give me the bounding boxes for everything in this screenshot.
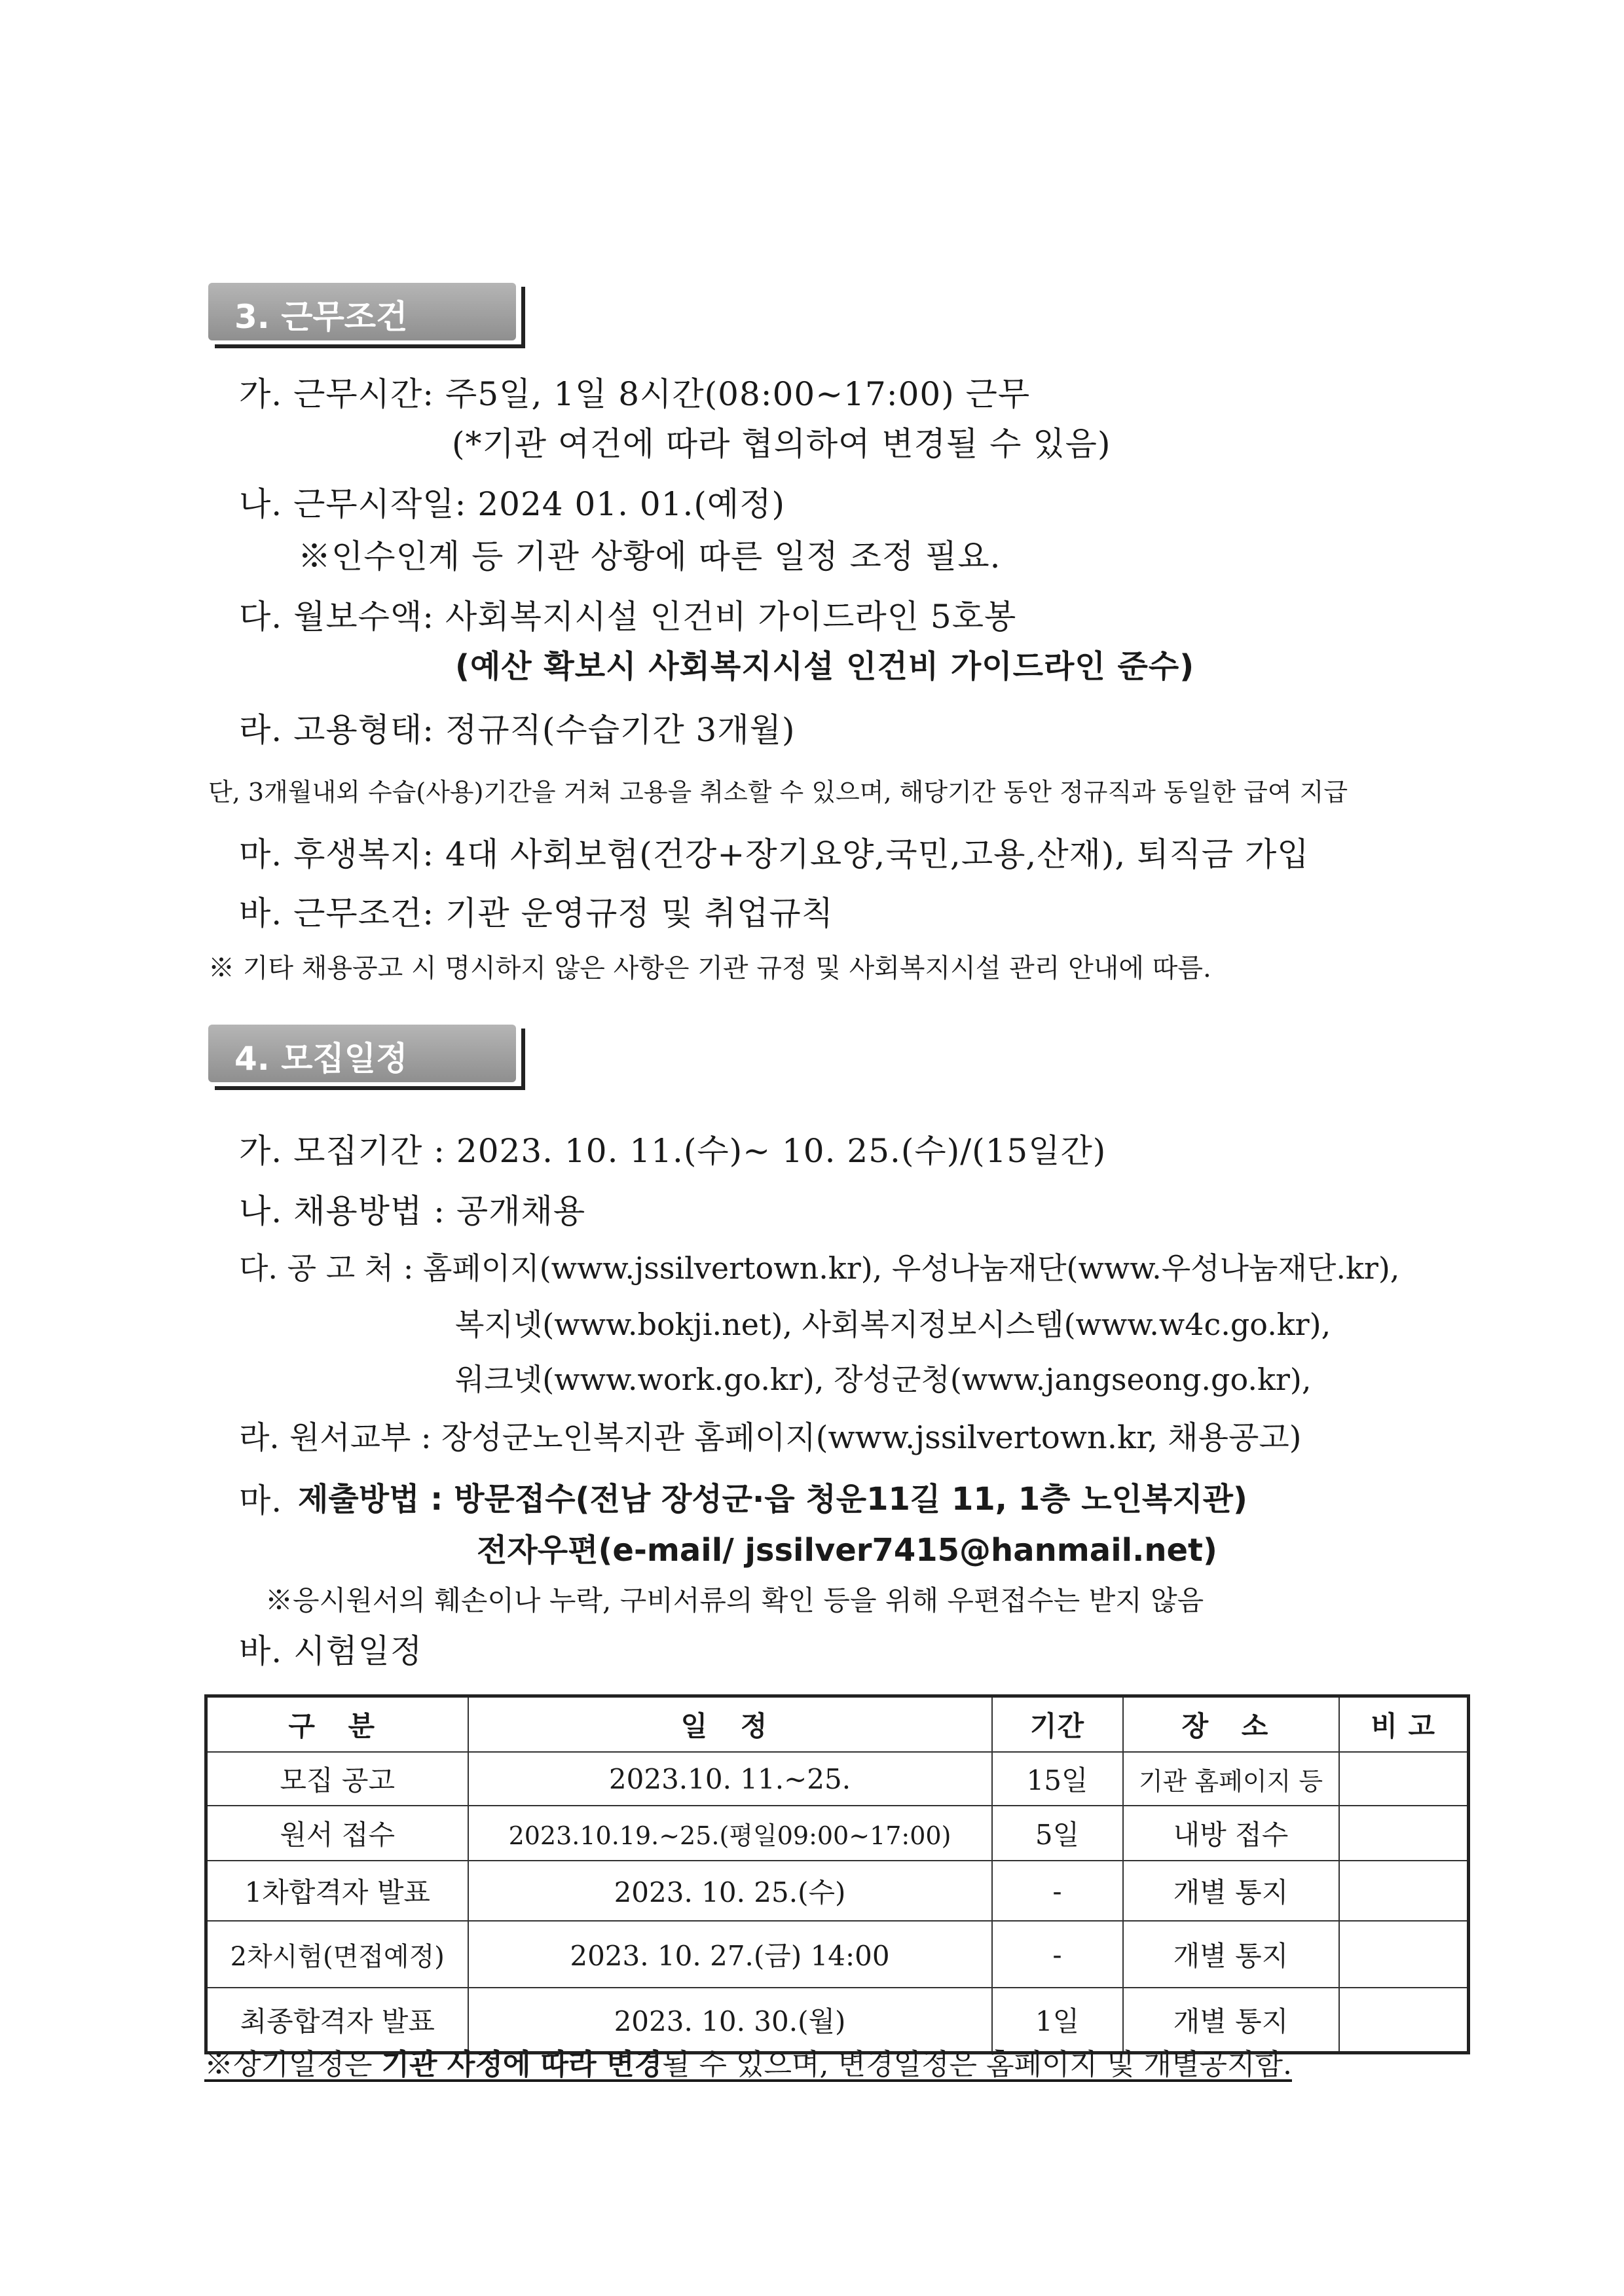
header-place: 장 소 [1123, 1696, 1339, 1753]
row-schedule: 2023. 10. 25.(수) [468, 1861, 992, 1921]
row-schedule: 2023.10.19.~25.(평일09:00~17:00) [468, 1806, 992, 1861]
footer-note-part3: 될 수 있으며, 변경일정은 홈페이지 및 개별공지함. [662, 2048, 1292, 2081]
notice-places-2: 복지넷(www.bokji.net), 사회복지정보시스템(www.w4c.go.kr), [455, 1307, 1331, 1342]
submit-email: 전자우편(e-mail/ jssilver7415@hanmail.net) [477, 1532, 1217, 1569]
work-conditions: 바. 근무조건: 기관 운영규정 및 취업규칙 [239, 894, 834, 932]
row-remarks [1339, 1988, 1469, 2053]
submit-prefix: 마. [239, 1482, 283, 1520]
notice-places-3: 워크넷(www.work.go.kr), 장성군청(www.jangseong.go.kr), [455, 1362, 1312, 1397]
row-category: 1차합격자 발표 [206, 1861, 468, 1921]
row-remarks [1339, 1806, 1469, 1861]
header-schedule: 일 정 [468, 1696, 992, 1753]
submit-note: ※응시원서의 훼손이나 누락, 구비서류의 확인 등을 위해 우편접수는 받지 않음 [265, 1584, 1204, 1616]
row-place: 내방 접수 [1123, 1806, 1339, 1861]
other-note: ※ 기타 채용공고 시 명시하지 않은 사항은 기관 규정 및 사회복지시설 관리 안내에 따름. [208, 953, 1211, 983]
header-remarks: 비 고 [1339, 1696, 1469, 1753]
row-category: 최종합격자 발표 [206, 1988, 468, 2053]
row-place: 개별 통지 [1123, 1921, 1339, 1988]
section-3-heading [208, 283, 536, 348]
row-category: 모집 공고 [206, 1752, 468, 1806]
section-4-title: 4. 모집일정 [234, 1040, 408, 1078]
row-place: 개별 통지 [1123, 1988, 1339, 2053]
submit-method: 제출방법 : 방문접수(전남 장성군·읍 청운11길 11, 1층 노인복지관) [298, 1481, 1247, 1518]
application-form: 라. 원서교부 : 장성군노인복지관 홈페이지(www.jssilvertown.kr, 채용공고) [239, 1419, 1302, 1456]
header-duration: 기간 [992, 1696, 1123, 1753]
row-schedule: 2023. 10. 27.(금) 14:00 [468, 1921, 992, 1988]
header-category: 구 분 [206, 1696, 468, 1753]
welfare: 마. 후생복지: 4대 사회보험(건강+장기요양,국민,고용,산재), 퇴직금 가입 [239, 835, 1310, 873]
row-place: 기관 홈페이지 등 [1123, 1752, 1339, 1806]
row-remarks [1339, 1921, 1469, 1988]
row-duration: 1일 [992, 1988, 1123, 2053]
work-hours-note: (*기관 여건에 따라 협의하여 변경될 수 있음) [452, 425, 1111, 463]
footer-note-emphasis: 기관 사정에 따라 변경 [381, 2048, 663, 2081]
probation-note: 단, 3개월내외 수습(사용)기간을 거쳐 고용을 취소할 수 있으며, 해당기간 동안 정규직과 동일한 급여 지급 [208, 778, 1348, 807]
row-duration: - [992, 1861, 1123, 1921]
table-header-row [206, 1696, 1469, 1753]
monthly-salary: 다. 월보수액: 사회복지시설 인건비 가이드라인 5호봉 [239, 598, 1017, 636]
schedule-change-note [204, 2048, 1292, 2083]
employment-type: 라. 고용형태: 정규직(수습기간 3개월) [239, 711, 796, 749]
start-date-note: ※인수인계 등 기관 상황에 따른 일정 조정 필요. [298, 538, 1001, 575]
row-schedule: 2023. 10. 30.(월) [468, 1988, 992, 2053]
exam-schedule-table [204, 1694, 1470, 2054]
recruit-period: 가. 모집기간 : 2023. 10. 11.(수)~ 10. 25.(수)/(15일간) [239, 1132, 1107, 1170]
row-duration: 5일 [992, 1806, 1123, 1861]
exam-schedule-label: 바. 시험일정 [239, 1632, 423, 1670]
table-row [206, 1988, 1469, 2053]
row-remarks [1339, 1752, 1469, 1806]
table-row [206, 1752, 1469, 1806]
row-schedule: 2023.10. 11.~25. [468, 1752, 992, 1806]
notice-places-1: 다. 공 고 처 : 홈페이지(www.jssilvertown.kr), 우성나눔재단(www.우성나눔재단.kr), [239, 1250, 1400, 1286]
section-4-heading [208, 1025, 536, 1090]
footer-note-part1: ※상기일정은 [204, 2048, 382, 2081]
table-row [206, 1806, 1469, 1861]
salary-note: (예산 확보시 사회복지시설 인건비 가이드라인 준수) [455, 648, 1195, 685]
row-place: 개별 통지 [1123, 1861, 1339, 1921]
start-date: 나. 근무시작일: 2024 01. 01.(예정) [239, 485, 786, 523]
table-row [206, 1861, 1469, 1921]
table-row [206, 1921, 1469, 1988]
section-3-title: 3. 근무조건 [234, 298, 408, 336]
hiring-method: 나. 채용방법 : 공개채용 [239, 1192, 586, 1230]
row-duration: - [992, 1921, 1123, 1988]
row-duration: 15일 [992, 1752, 1123, 1806]
work-hours: 가. 근무시간: 주5일, 1일 8시간(08:00~17:00) 근무 [239, 375, 1031, 413]
row-remarks [1339, 1861, 1469, 1921]
row-category: 원서 접수 [206, 1806, 468, 1861]
row-category: 2차시험(면접예정) [206, 1921, 468, 1988]
